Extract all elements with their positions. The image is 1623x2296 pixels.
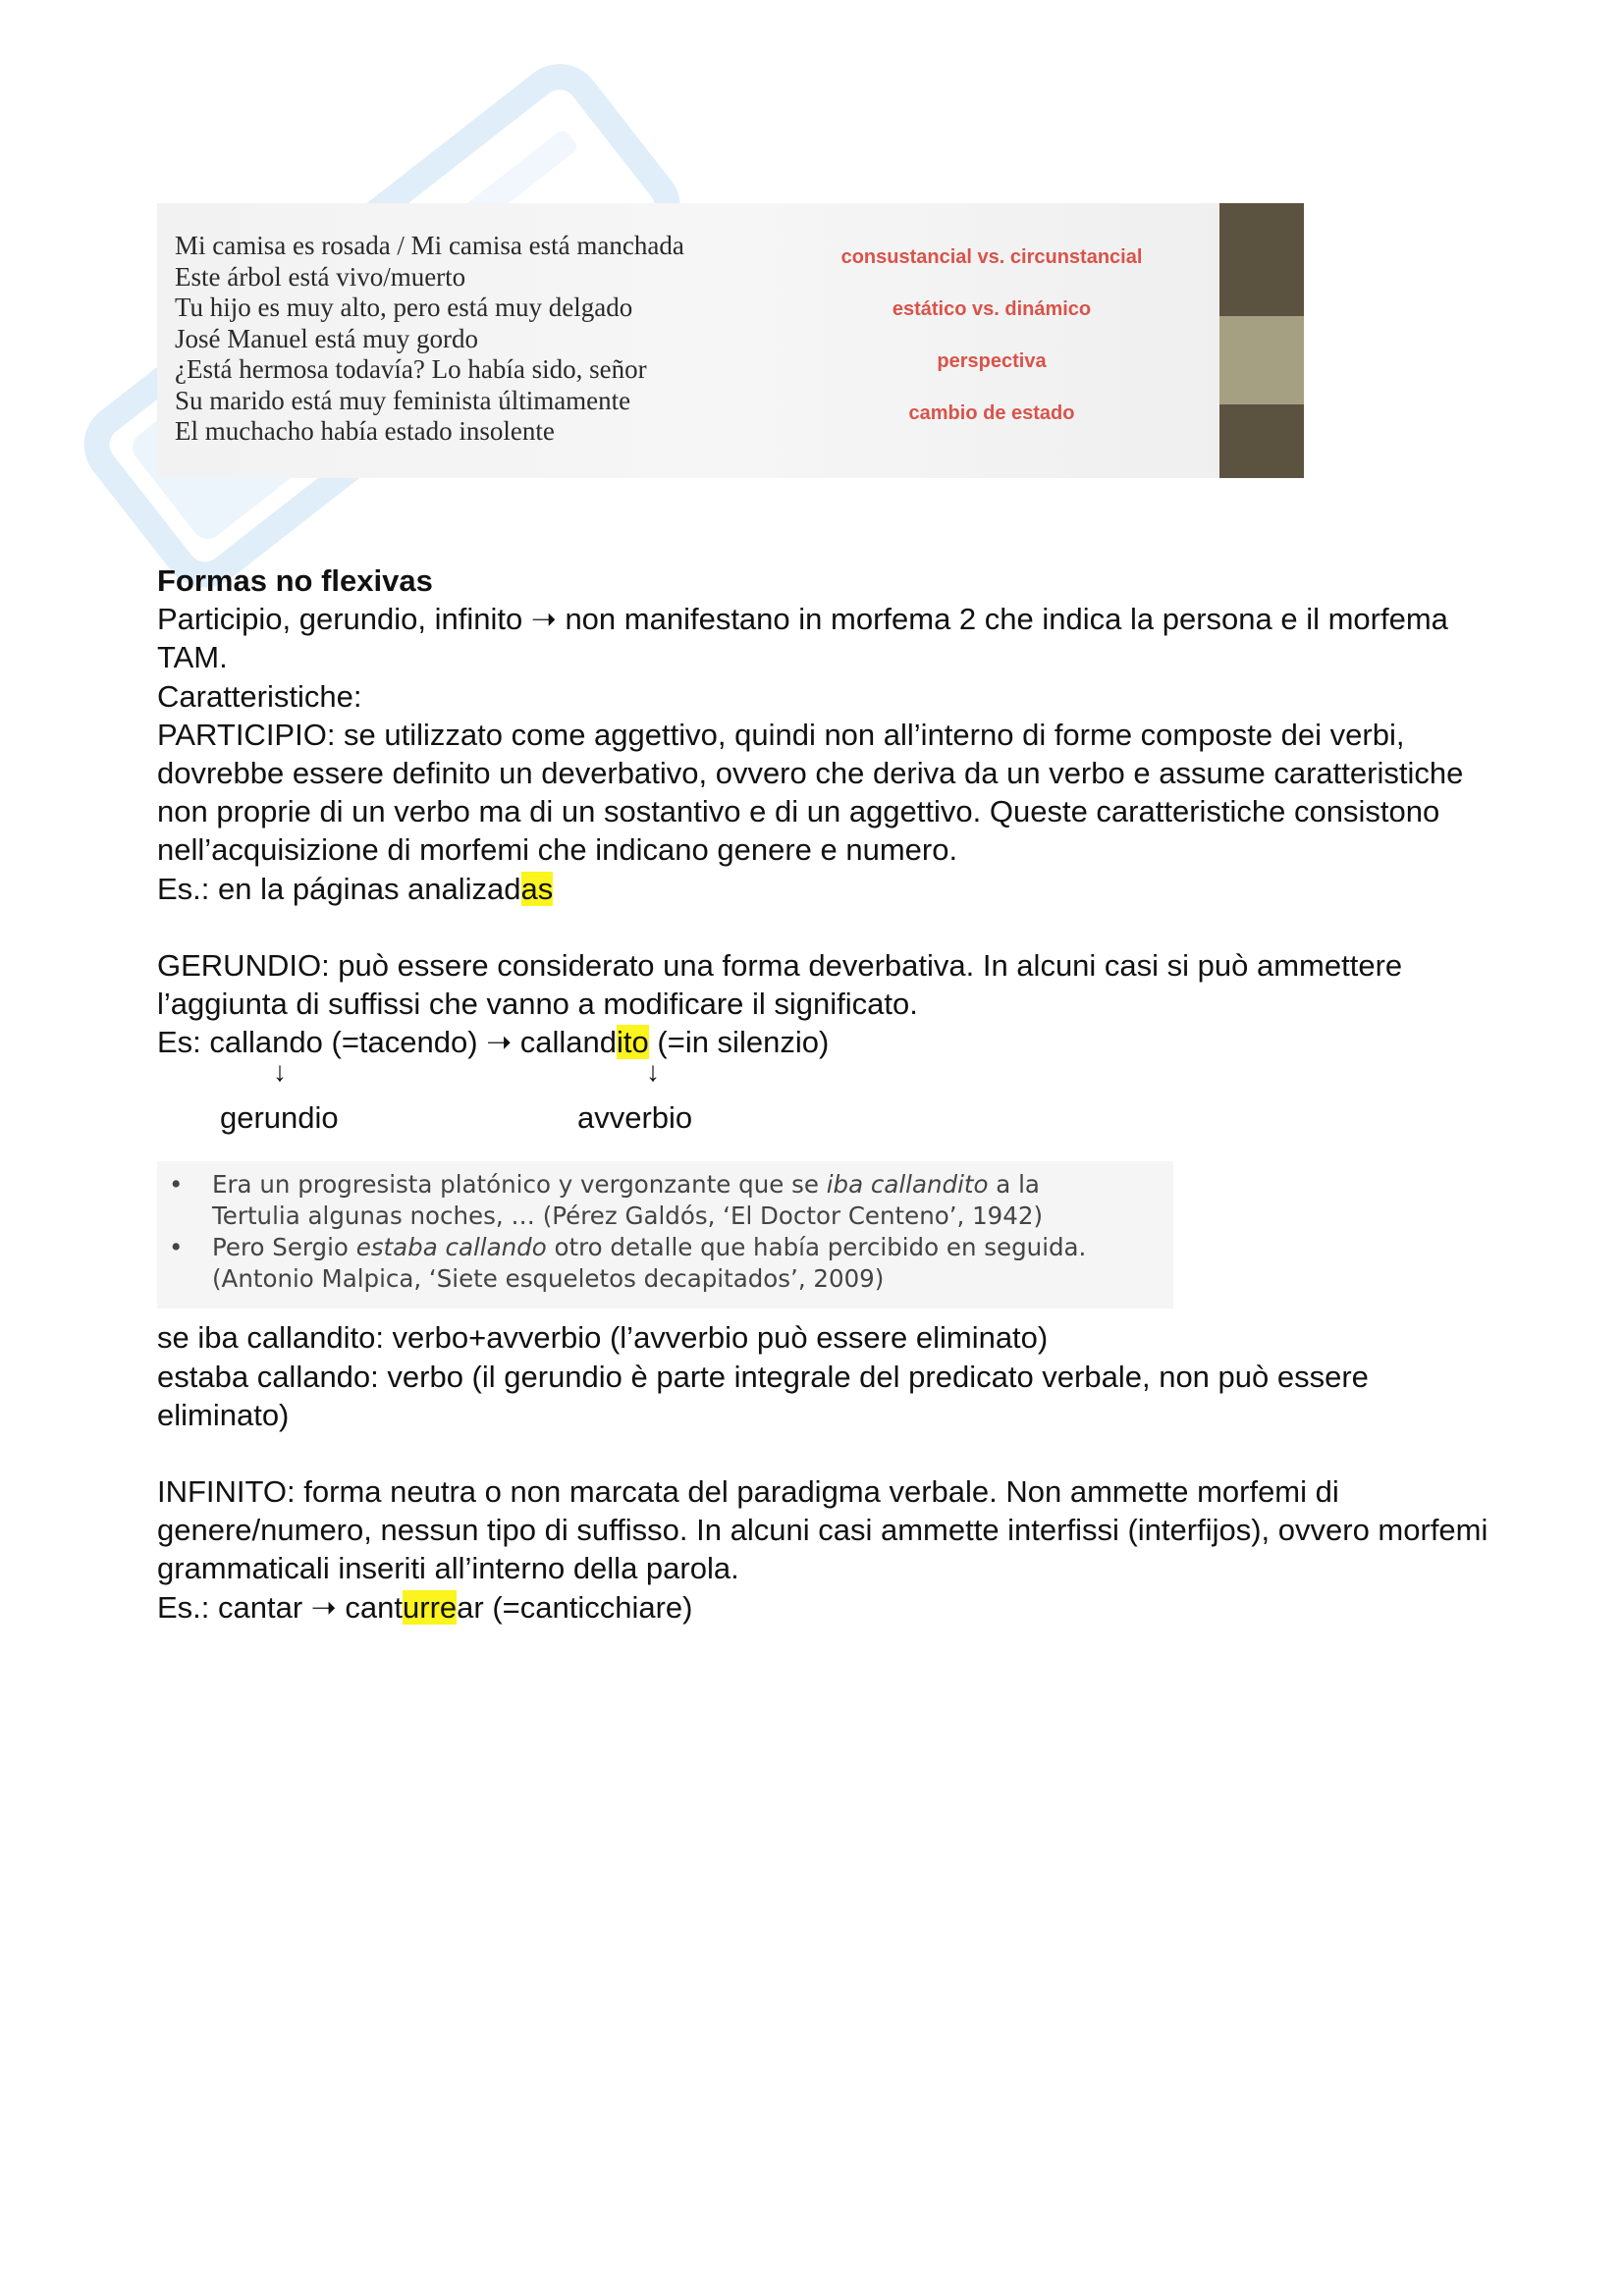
corpus-text: otro detalle que había percibido en seguida. [546,1233,1087,1262]
corpus-text: Pero Sergio [212,1233,356,1262]
corpus-line [212,1232,1173,1263]
label-cambio: cambio de estado [908,402,1075,424]
caratteristiche-label: Caratteristiche: [157,678,362,714]
arrow-down-icon: ↓ [646,1056,660,1088]
example-line: Su marido está muy feminista últimamente [175,385,631,415]
corpus-line: (Antonio Malpica, ‘Siete esqueletos decapitados’, 2009) [212,1264,885,1294]
gerundio-note: estaba callando: verbo (il gerundio è parte integrale del predicato verbale, non può essere eliminato) [157,1359,1369,1432]
document-body [157,561,1492,1627]
example-text: Es.: en la páginas analizad [157,871,521,906]
label-perspectiva: perspectiva [937,350,1047,372]
example-text: ar (=canticchiare) [457,1589,693,1625]
participio-paragraph: PARTICIPIO: se utilizzato come aggettivo, quindi non all’interno di forme composte dei verbi, dovrebbe essere definito un deverbativo, ovvero che deriva da un verbo e assume caratteristiche non proprie di un verbo ma di un sostantivo e di un aggettivo. Queste caratteristiche consistono nell’acquisizione di morfemi che indicano genere e numero. [157,717,1464,868]
intro-text-b: non manifestano in morfema 2 che indica la persona e il morfema TAM. [157,602,1448,675]
example-line: José Manuel está muy gordo [175,323,478,353]
example-text: (=in silenzio) [648,1025,830,1060]
section-heading: Formas no flexivas [157,563,433,598]
corpus-example [157,1232,1173,1295]
corpus-text: Era un progresista platónico y vergonzante que se [212,1170,827,1200]
example-text: cant [336,1589,403,1625]
infinito-paragraph: INFINITO: forma neutra o non marcata del paradigma verbale. Non ammette morfemi di genere/numero, nessun tipo di suffisso. In alcuni casi ammette interfissi (interfijos), ovvero morfemi grammaticali inseriti all’interno della parola. [157,1474,1488,1586]
example-line: El muchacho había estado insolente [175,416,555,446]
corpus-line: Tertulia algunas noches, … (Pérez Galdós, ‘El Doctor Centeno’, 1942) [212,1201,1044,1231]
arrow-right-icon: ➝ [530,602,557,637]
arrow-right-icon: ➝ [310,1589,337,1625]
examples-list [175,231,684,448]
figure-corpus-examples [157,1161,1173,1308]
bullet-icon: • [169,1233,184,1262]
figure-ser-estar-examples [157,203,1304,478]
contrast-labels [805,242,1178,451]
gerundio-note: se iba callandito: verbo+avverbio (l’avverbio può essere eliminato) [157,1320,1049,1356]
example-line: Mi camisa es rosada / Mi camisa está manchada [175,231,684,260]
highlighted-morpheme: as [520,871,554,906]
label-avverbio: avverbio [577,1100,693,1136]
derivation-diagram [157,1056,1492,1140]
corpus-text: a la [988,1170,1040,1200]
intro-paragraph [157,600,1492,676]
color-bar [1219,203,1304,316]
color-bars [1219,203,1304,478]
arrow-right-icon: ➝ [486,1025,513,1060]
example-line: Tu hijo es muy alto, pero está muy delgado [175,293,633,322]
label-consustancial: consustancial vs. circunstancial [840,246,1143,268]
label-gerundio: gerundio [220,1100,339,1136]
example-text: Es: callando (=tacendo) [157,1025,487,1060]
gerundio-paragraph: GERUNDIO: può essere considerato una forma deverbativa. In alcuni casi si può ammettere l’aggiunta di suffissi che vanno a modificare il significato. [157,947,1403,1022]
color-bar [1219,316,1304,404]
example-line: Este árbol está vivo/muerto [175,261,466,292]
example-text: calland [512,1025,618,1060]
arrow-down-icon: ↓ [273,1056,287,1088]
participio-example [157,870,1492,908]
gerundio-example [157,1023,1492,1061]
highlighted-suffix: ito [617,1025,649,1060]
intro-text-a: Participio, gerundio, infinito [157,602,523,637]
example-text: Es.: cantar [157,1589,311,1625]
highlighted-interfix: urre [403,1589,458,1625]
corpus-emphasis: estaba callando [355,1233,547,1262]
corpus-example [157,1169,1173,1232]
infinito-example [157,1588,1492,1627]
label-estatico: estático vs. dinámico [892,298,1092,320]
corpus-emphasis: iba callandito [826,1170,989,1200]
corpus-line [212,1169,1173,1201]
bullet-icon: • [169,1170,184,1200]
color-bar [1219,404,1304,478]
example-line: ¿Está hermosa todavía? Lo había sido, señor [175,354,647,384]
